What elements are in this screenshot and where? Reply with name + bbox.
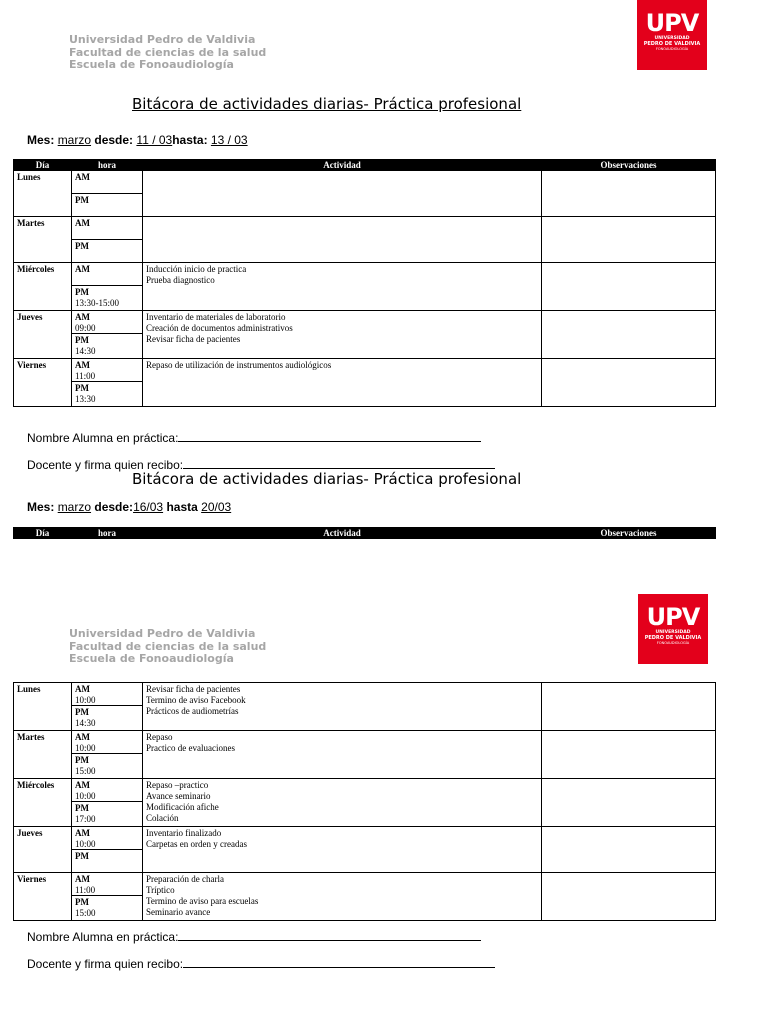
pm-time: 13:30	[75, 394, 96, 404]
activity-item: Prácticos de audiometrías	[146, 706, 239, 716]
time-cell	[72, 311, 143, 359]
table-row	[14, 171, 716, 217]
institution-block	[69, 34, 266, 72]
table-row	[14, 683, 716, 731]
am-time: 11:00	[75, 371, 96, 381]
activity-cell	[143, 731, 542, 779]
am-label: AM	[75, 780, 90, 790]
am-label: AM	[75, 264, 90, 274]
activity-cell	[143, 683, 542, 731]
am-label: AM	[75, 684, 90, 694]
pm-time: 15:00	[75, 908, 96, 918]
activity-item: Inducción inicio de practica	[146, 264, 247, 274]
day-cell: Viernes	[14, 873, 72, 921]
signature-line	[183, 456, 495, 469]
pm-time: 14:30	[75, 346, 96, 356]
table-row	[14, 359, 716, 407]
activity-cell	[143, 171, 542, 217]
col-header-time: hora	[72, 160, 143, 171]
activity-table	[13, 682, 716, 921]
time-cell	[72, 827, 143, 873]
signature-line	[178, 429, 481, 442]
activity-cell	[143, 263, 542, 311]
day-cell: Lunes	[14, 683, 72, 731]
pm-slot	[72, 754, 142, 778]
pm-slot	[72, 286, 142, 310]
pm-label: PM	[75, 241, 89, 251]
am-slot	[72, 217, 142, 240]
page-title: Bitácora de actividades diarias- Práctica profesional	[132, 95, 522, 113]
am-time: 10:00	[75, 695, 96, 705]
am-time: 10:00	[75, 839, 96, 849]
pm-label: PM	[75, 335, 89, 345]
activity-item: Carpetas en orden y creadas	[146, 839, 247, 849]
col-header-activity: Actividad	[143, 528, 542, 539]
am-time: 10:00	[75, 743, 96, 753]
signature-line	[183, 955, 495, 968]
pm-label: PM	[75, 851, 89, 861]
observations-cell	[542, 171, 716, 217]
institution-line: Facultad de ciencias de la salud	[69, 639, 267, 653]
time-cell	[72, 263, 143, 311]
day-cell: Jueves	[14, 827, 72, 873]
am-slot	[72, 359, 142, 382]
activity-item: Revisar ficha de pacientes	[146, 334, 241, 344]
activity-item: Preparación de charla	[146, 874, 224, 884]
am-label: AM	[75, 874, 90, 884]
am-label: AM	[75, 312, 90, 322]
am-slot	[72, 779, 142, 802]
activity-item: Repaso	[146, 732, 173, 742]
am-label: AM	[75, 172, 90, 182]
from-date: 11 / 03	[136, 133, 173, 147]
observations-cell	[542, 731, 716, 779]
pm-slot	[72, 240, 142, 253]
activity-table	[13, 159, 716, 407]
teacher-signature: Docente y firma quien recibo:	[27, 955, 495, 971]
am-label: AM	[75, 732, 90, 742]
pm-time: 15:00	[75, 766, 96, 776]
am-time: 10:00	[75, 791, 96, 801]
am-label: AM	[75, 218, 90, 228]
col-header-observations: Observaciones	[542, 528, 716, 539]
teacher-signature: Docente y firma quien recibo:	[27, 456, 495, 472]
observations-cell	[542, 873, 716, 921]
pm-slot	[72, 850, 142, 863]
table-row	[14, 827, 716, 873]
observations-cell	[542, 779, 716, 827]
observations-cell	[542, 359, 716, 407]
pm-time: 13:30-15:00	[75, 298, 119, 308]
table-row	[14, 217, 716, 263]
am-slot	[72, 731, 142, 754]
activity-table-header	[13, 527, 716, 539]
activity-item: Termino de aviso Facebook	[146, 695, 246, 705]
time-cell	[72, 731, 143, 779]
day-cell: Lunes	[14, 171, 72, 217]
upv-logo: UPV UNIVERSIDAD PEDRO DE VALDIVIA FONOAUDIOLOGÍA	[638, 594, 708, 664]
activity-item: Practico de evaluaciones	[146, 743, 235, 753]
activity-item: Inventario finalizado	[146, 828, 222, 838]
col-header-day: Día	[14, 528, 72, 539]
activity-cell	[143, 311, 542, 359]
activity-item: Tríptico	[146, 885, 175, 895]
am-slot	[72, 683, 142, 706]
signature-line	[178, 928, 481, 941]
activity-item: Avance seminario	[146, 791, 211, 801]
pm-label: PM	[75, 897, 89, 907]
pm-label: PM	[75, 755, 89, 765]
activity-cell	[143, 779, 542, 827]
am-label: AM	[75, 828, 90, 838]
day-cell: Martes	[14, 217, 72, 263]
observations-cell	[542, 311, 716, 359]
observations-cell	[542, 263, 716, 311]
pm-label: PM	[75, 287, 89, 297]
pm-time: 17:00	[75, 814, 96, 824]
time-cell	[72, 217, 143, 263]
pm-label: PM	[75, 803, 89, 813]
pm-slot	[72, 194, 142, 207]
activity-cell	[143, 359, 542, 407]
institution-line: Universidad Pedro de Valdivia	[69, 627, 256, 640]
period-line: Mes: marzo desde: 11 / 03hasta: 13 / 03	[27, 133, 248, 147]
time-cell	[72, 359, 143, 407]
period-line: Mes: marzo desde:16/03 hasta 20/03	[27, 500, 232, 514]
am-slot	[72, 171, 142, 194]
day-cell: Jueves	[14, 311, 72, 359]
upv-logo: UPV UNIVERSIDAD PEDRO DE VALDIVIA FONOAUDIOLOGÍA	[637, 0, 707, 70]
am-time: 11:00	[75, 885, 96, 895]
time-cell	[72, 779, 143, 827]
table-row	[14, 779, 716, 827]
am-slot	[72, 263, 142, 286]
day-cell: Miércoles	[14, 779, 72, 827]
activity-item: Repaso de utilización de instrumentos audiológicos	[146, 360, 332, 370]
col-header-time: hora	[72, 528, 143, 539]
pm-slot	[72, 706, 142, 730]
activity-item: Prueba diagnostico	[146, 275, 215, 285]
pm-slot	[72, 334, 142, 358]
institution-line: Universidad Pedro de Valdivia	[69, 33, 256, 46]
activity-item: Creación de documentos administrativos	[146, 323, 293, 333]
day-cell: Viernes	[14, 359, 72, 407]
activity-item: Colación	[146, 813, 179, 823]
pm-slot	[72, 896, 142, 920]
institution-line: Facultad de ciencias de la salud	[69, 45, 267, 59]
from-date: 16/03	[133, 500, 164, 514]
pm-slot	[72, 382, 142, 406]
activity-item: Modificación afiche	[146, 802, 219, 812]
month-value: marzo	[57, 500, 92, 514]
pm-label: PM	[75, 707, 89, 717]
page-title: Bitácora de actividades diarias- Práctica profesional	[132, 470, 522, 488]
student-signature: Nombre Alumna en práctica:	[27, 429, 481, 445]
activity-cell	[143, 827, 542, 873]
activity-item: Seminario avance	[146, 907, 211, 917]
time-cell	[72, 683, 143, 731]
pm-slot	[72, 802, 142, 826]
observations-cell	[542, 217, 716, 263]
col-header-activity: Actividad	[143, 160, 542, 171]
am-slot	[72, 827, 142, 850]
table-row	[14, 873, 716, 921]
activity-item: Termino de aviso para escuelas	[146, 896, 259, 906]
am-label: AM	[75, 360, 90, 370]
am-slot	[72, 311, 142, 334]
time-cell	[72, 171, 143, 217]
table-row	[14, 263, 716, 311]
activity-item: Inventario de materiales de laboratorio	[146, 312, 286, 322]
pm-label: PM	[75, 195, 89, 205]
pm-time: 14:30	[75, 718, 96, 728]
institution-line: Escuela de Fonoaudiología	[69, 652, 234, 665]
observations-cell	[542, 683, 716, 731]
time-cell	[72, 873, 143, 921]
student-signature: Nombre Alumna en práctica:	[27, 928, 481, 944]
am-time: 09:00	[75, 323, 96, 333]
day-cell: Miércoles	[14, 263, 72, 311]
activity-cell	[143, 873, 542, 921]
institution-block	[69, 628, 266, 666]
table-row	[14, 731, 716, 779]
to-date: 13 / 03	[210, 133, 248, 147]
col-header-day: Día	[14, 160, 72, 171]
pm-label: PM	[75, 383, 89, 393]
observations-cell	[542, 827, 716, 873]
table-row	[14, 311, 716, 359]
to-date: 20/03	[201, 500, 232, 514]
am-slot	[72, 873, 142, 896]
institution-line: Escuela de Fonoaudiología	[69, 58, 234, 71]
activity-item: Repaso –practico	[146, 780, 209, 790]
month-value: marzo	[57, 133, 92, 147]
day-cell: Martes	[14, 731, 72, 779]
activity-cell	[143, 217, 542, 263]
col-header-observations: Observaciones	[542, 160, 716, 171]
activity-item: Revisar ficha de pacientes	[146, 684, 241, 694]
